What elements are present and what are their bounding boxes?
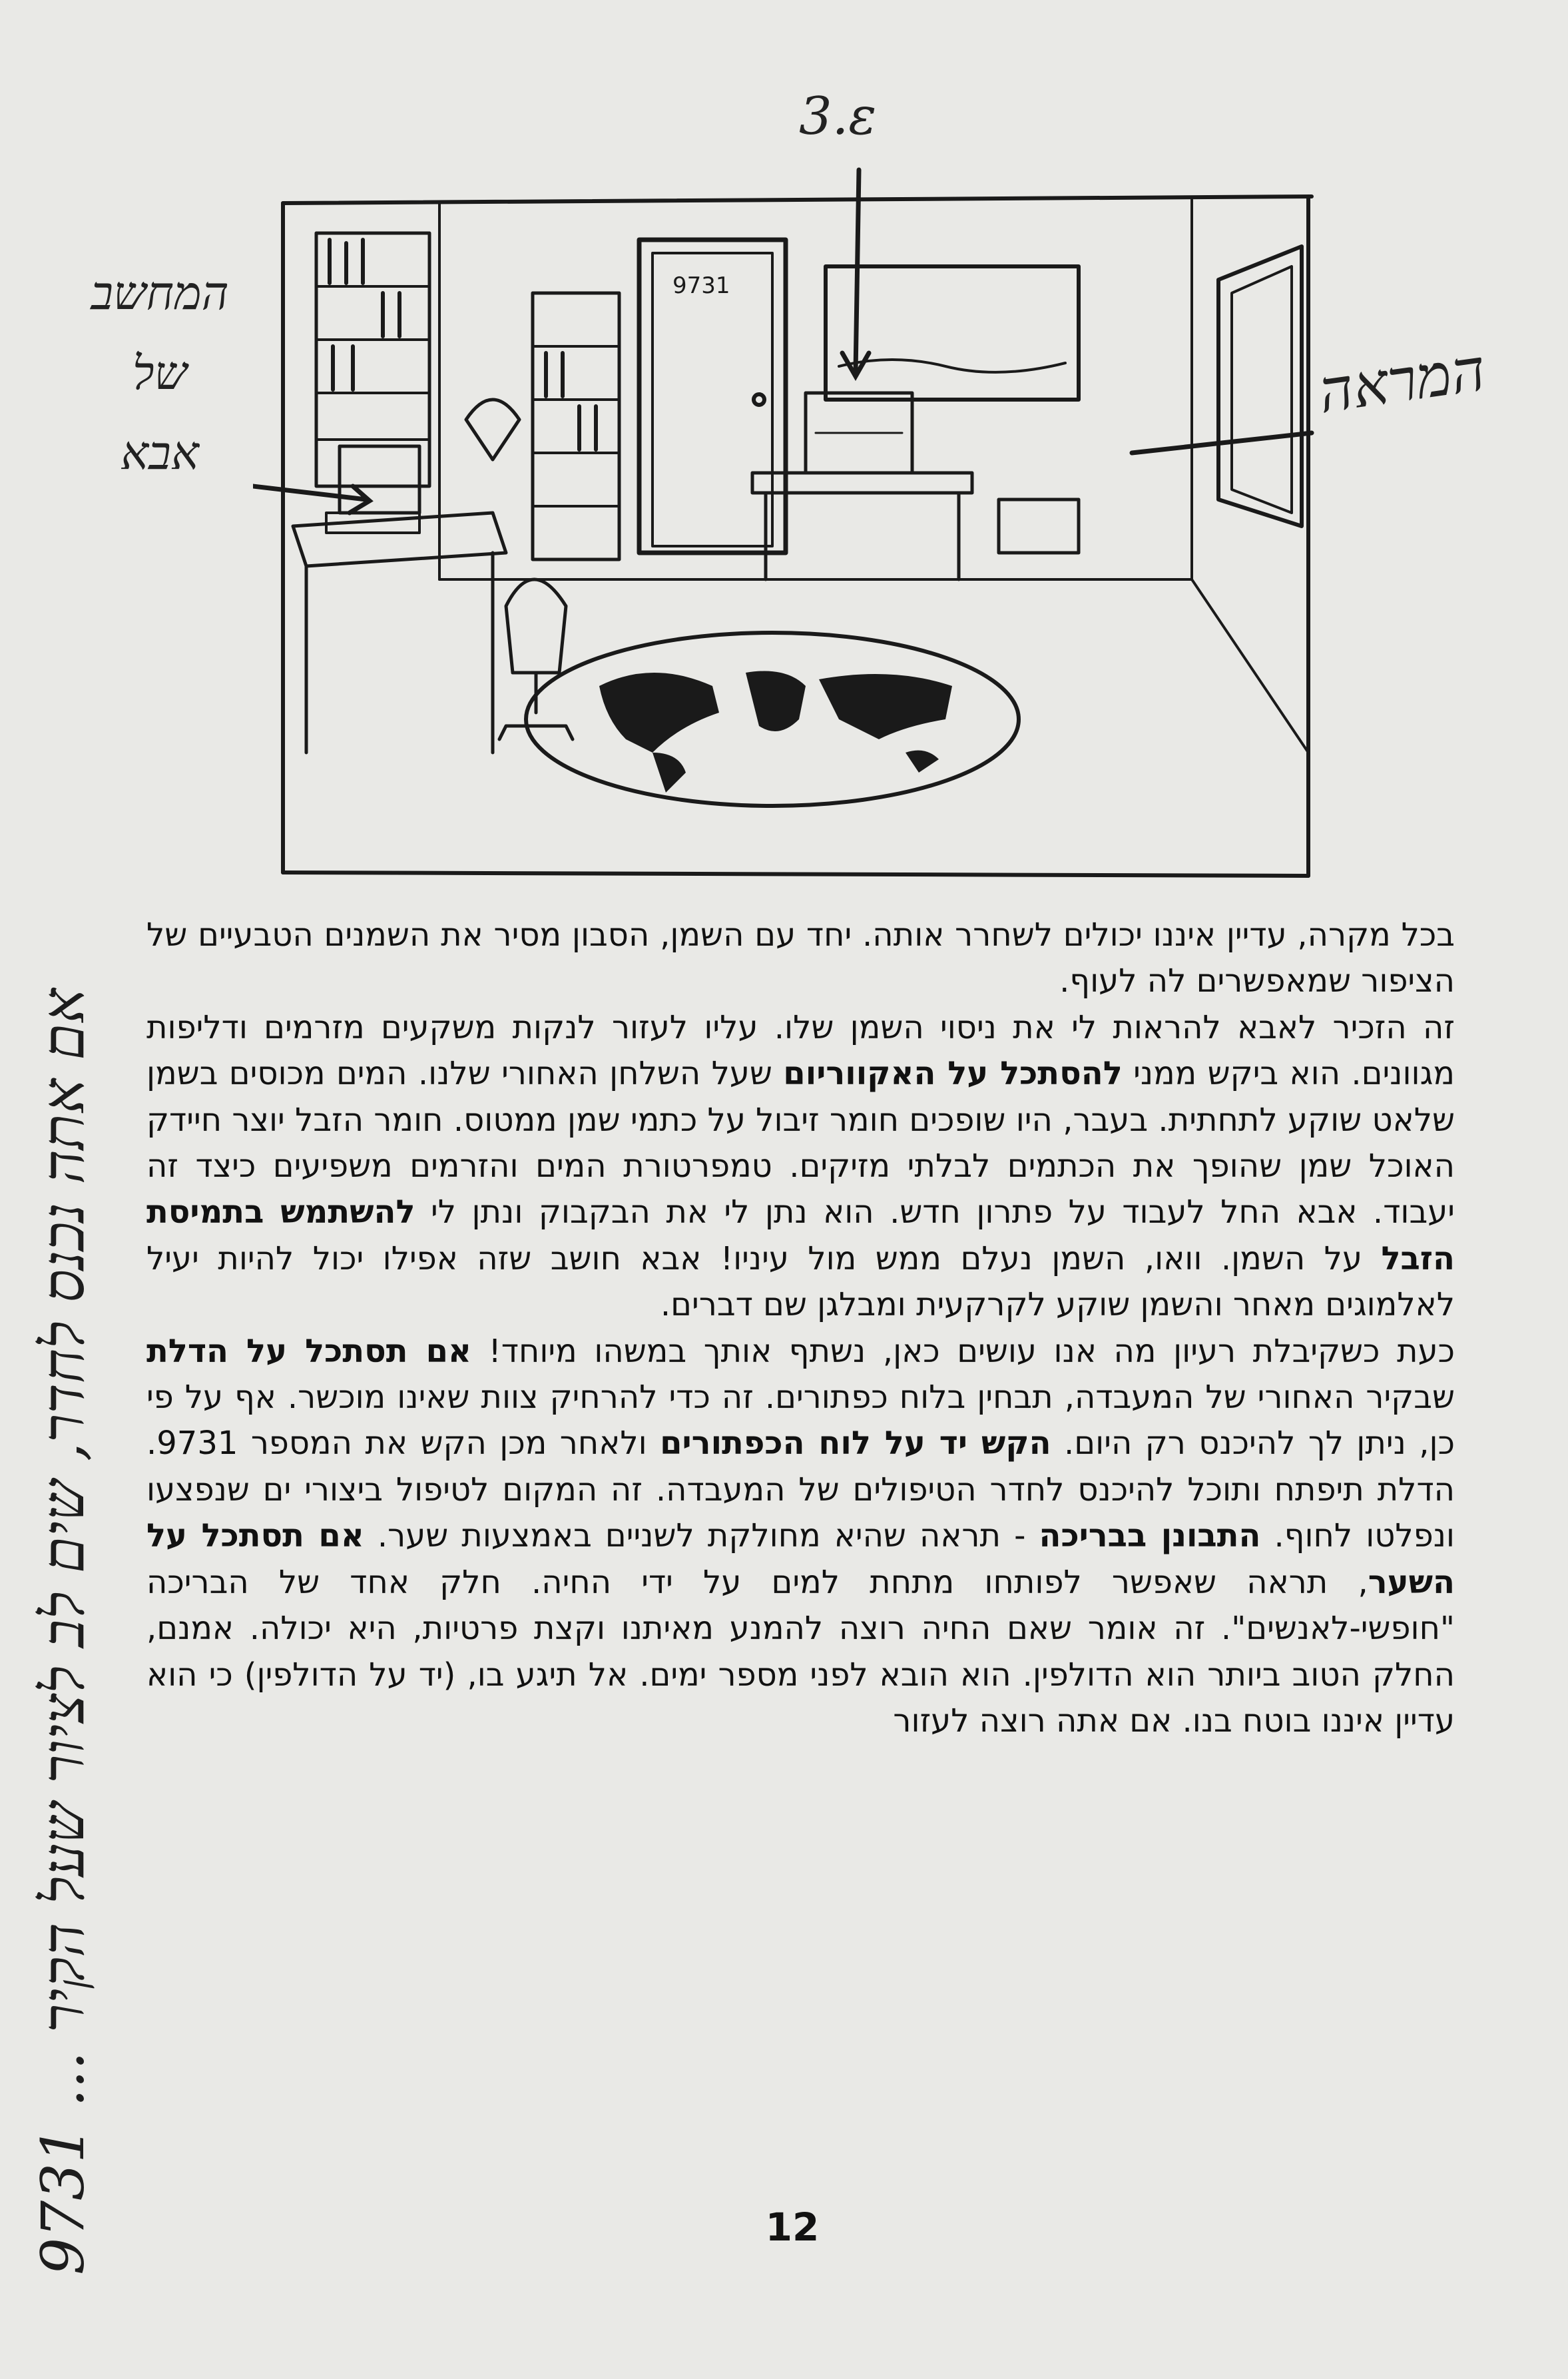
text-run: שבקיר האחורי של המעבדה, תבחין בלוח כפתורים. זה כדי להרחיק צוות שאינו מוכשר. אף על פי כן, ניתן לך להיכנס רק היום. xyxy=(146,1379,1455,1463)
text-run: כעת כשקיבלת רעיון מה אנו עושים כאן, נשתף אותך במשהו מיוחד! xyxy=(471,1332,1455,1370)
text-run: ולאחר מכן הקש את המספר 9731. הדלת תיפתח ותוכל להיכנס לחדר הטיפולים של המעבדה. זה המקום לטיפול ביצורי ים שנפצעו ונפלטו לחוף. xyxy=(146,1425,1455,1555)
text-run: , תראה שאפשר לפותחו מתחת למים על ידי החיה. חלק אחד של הבריכה "חופשי-לאנשים". זה אומר שאם החיה רוצה להמנע מאיתנו וקצת פרטיות, היא יכולה. אמנם, החלק הטוב ביותר הוא הדולפין. הוא הובא לפני מספר ימים. אל תיגע בו, (יד על הדולפין) כי הוא עדיין איננו בוטח בנו. אם אתה רוצה לעזור xyxy=(146,1563,1455,1740)
annotation-top-label: 3.ε xyxy=(799,87,877,147)
paragraph xyxy=(146,1005,1455,1329)
text-run: - תראה שהיא מחולקת לשניים באמצעות שער. xyxy=(364,1517,1039,1555)
bold-instruction: הקש יד על לוח הכפתורים xyxy=(660,1425,1051,1463)
lab-sketch xyxy=(253,153,1332,899)
handwritten-side-note: אם אתה נכנס לחדר, שים לב לציור שעל הקיר ... 9731 xyxy=(29,988,97,2275)
text-run: על השמן. וואו, השמן נעלם ממש מול עיניו! אבא חושב שזה אפילו יכול להיות יעיל לאלמוגים מאחר והשמן שוקע לקרקעית ומבלגן שם דברים. xyxy=(146,1239,1455,1324)
bold-instruction: להשתמש בתמיסת הזבל xyxy=(146,1193,1455,1277)
bold-instruction: התבונן בבריכה xyxy=(1039,1517,1261,1555)
room-illustration xyxy=(253,153,1332,899)
text-run: שעל השלחן האחורי שלנו. המים מכוסים בשמן שלאט שוקע לתחתית. בעבר, היו שופכים חומר זיבול על כתמי שמן ממטוס. חומר הזבל יוצר חיידק האוכל שמן שהופך את הכתמים לבלתי מזיקים. טמפרטורת המים והזרמים משפיעים כיצד זה יעבוד. אבא החל לעבוד על פתרון חדש. הוא נתן לי את הבקבוק ונתן לי xyxy=(146,1055,1455,1231)
text-run: בכל מקרה, עדיין איננו יכולים לשחרר אותה. יחד עם השמן, הסבון מסיר את השמנים הטבעיים של הציפור שמאפשרים לה לעוף. xyxy=(146,916,1455,1000)
paragraph xyxy=(146,912,1455,1005)
page-number: 12 xyxy=(765,2205,820,2250)
bold-instruction: להסתכל על האקווריום xyxy=(783,1055,1123,1093)
annotation-mirror: המראה xyxy=(1314,335,1490,426)
bold-instruction: אם תסתכל על השער xyxy=(146,1517,1455,1601)
paragraph xyxy=(146,1329,1455,1745)
door-number: 9731 xyxy=(672,272,730,299)
bold-instruction: אם תסתכל על הדלת xyxy=(146,1332,471,1370)
text-run: זה הזכיר לאבא להראות לי את ניסוי השמן שלו. עליו לעזור לנקות משקעים מזרמים ודליפות מגוונים. הוא ביקש ממני xyxy=(146,1008,1455,1093)
body-text xyxy=(146,912,1455,1744)
annotation-computer: המחשב של אבא xyxy=(91,266,229,480)
